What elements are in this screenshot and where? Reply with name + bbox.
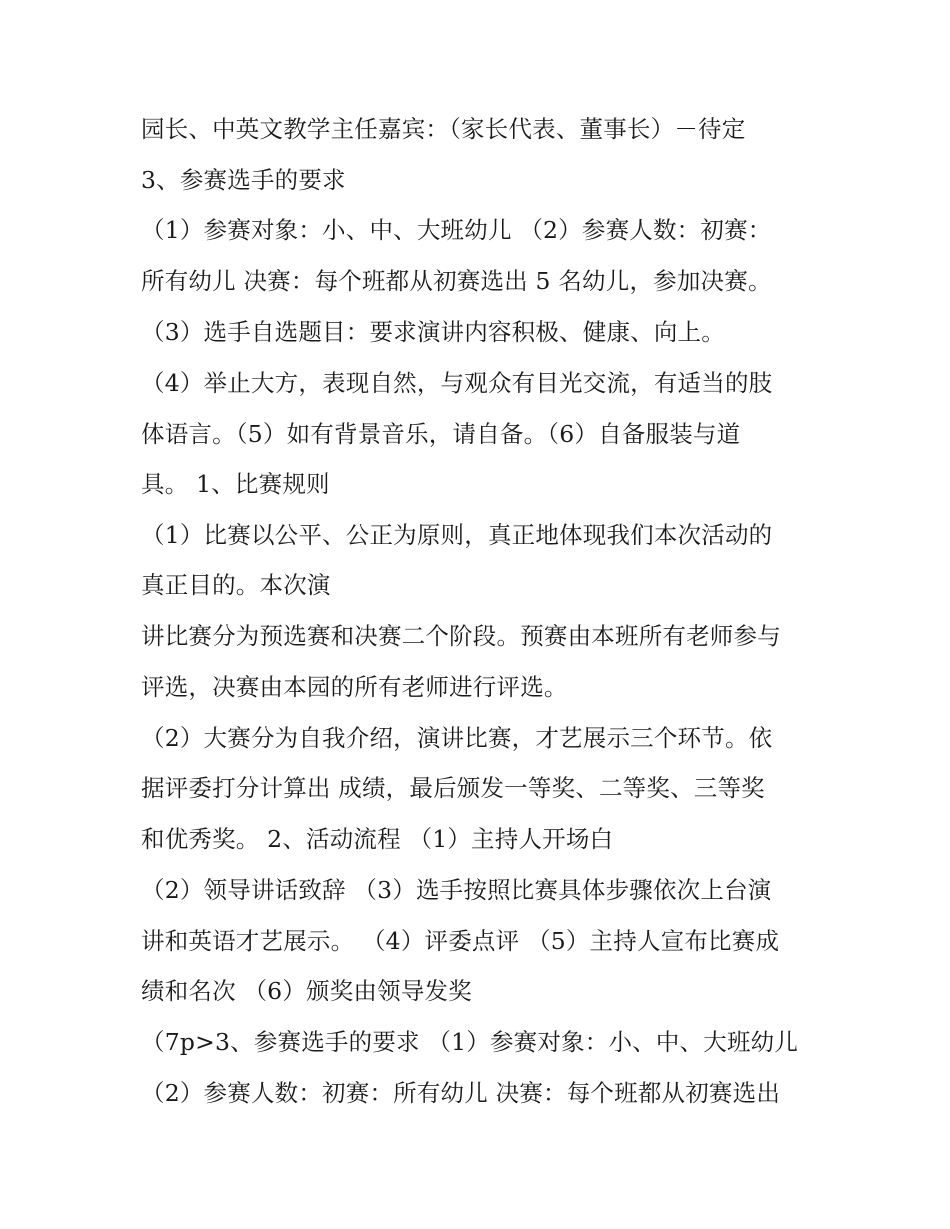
text-line-9: （1）比赛以公平、公正为原则，真正地体现我们本次活动的 bbox=[141, 521, 773, 549]
text-line-12: 评选，决赛由本园的所有老师进行评选。 bbox=[141, 673, 568, 701]
text-line-14: 据评委打分计算出 成绩，最后颁发一等奖、二等奖、三等奖 bbox=[141, 774, 765, 802]
text-line-18: 绩和名次 （6）颁奖由领导发奖 bbox=[141, 977, 472, 1005]
text-line-15: 和优秀奖。 2、活动流程 （1）主持人开场白 bbox=[141, 825, 614, 853]
text-line-1: 园长、中英文教学主任嘉宾：（家长代表、董事长）－待定 bbox=[141, 115, 746, 143]
text-line-11: 讲比赛分为预选赛和决赛二个阶段。预赛由本班所有老师参与 bbox=[141, 622, 781, 650]
text-line-6: （4）举止大方，表现自然，与观众有目光交流，有适当的肢 bbox=[141, 369, 773, 397]
text-line-19: （7p>3、参赛选手的要求 （1）参赛对象：小、中、大班幼儿 bbox=[141, 1028, 799, 1056]
text-line-10: 真正目的。本次演 bbox=[141, 571, 331, 599]
text-line-17: 讲和英语才艺展示。 （4）评委点评 （5）主持人宣布比赛成 bbox=[141, 927, 780, 955]
text-line-7: 体语言。（5）如有背景音乐，请自备。（6）自备服装与道 bbox=[141, 420, 741, 448]
text-line-2: 3、参赛选手的要求 bbox=[141, 166, 346, 194]
text-line-8: 具。 1、比赛规则 bbox=[141, 470, 330, 498]
text-line-13: （2）大赛分为自我介绍，演讲比赛，才艺展示三个环节。依 bbox=[141, 724, 773, 752]
text-line-20: （2）参赛人数：初赛：所有幼儿 决赛：每个班都从初赛选出 bbox=[141, 1079, 781, 1107]
text-line-3: （1）参赛对象：小、中、大班幼儿 （2）参赛人数：初赛： bbox=[141, 216, 772, 244]
text-line-5: （3）选手自选题目：要求演讲内容积极、健康、向上。 bbox=[141, 318, 725, 346]
text-line-4: 所有幼儿 决赛：每个班都从初赛选出 5 名幼儿，参加决赛。 bbox=[141, 267, 772, 295]
text-line-16: （2）领导讲话致辞 （3）选手按照比赛具体步骤依次上台演 bbox=[141, 876, 772, 904]
